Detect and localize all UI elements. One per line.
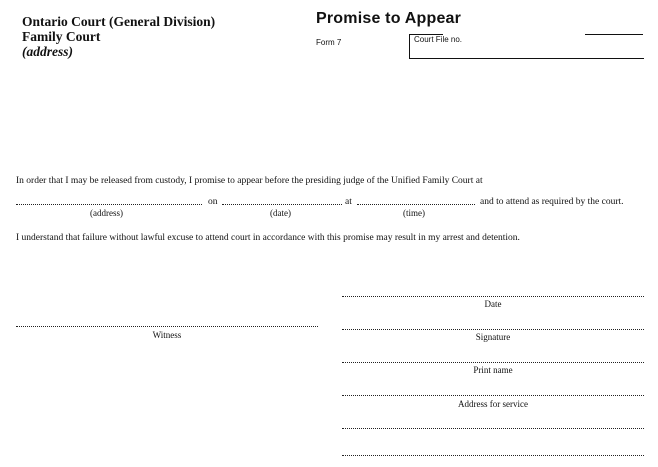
- word-at: at: [345, 197, 352, 207]
- court-division: Family Court: [22, 29, 101, 44]
- witness-signature-line[interactable]: [16, 326, 318, 327]
- form-number: Form 7: [316, 38, 342, 47]
- signature-line[interactable]: [342, 329, 644, 330]
- print-name-label: Print name: [473, 365, 513, 375]
- witness-label: Witness: [152, 330, 182, 340]
- court-name: Ontario Court (General Division): [22, 14, 216, 29]
- attend-as-required-text: and to attend as required by the court.: [480, 197, 624, 207]
- word-on: on: [208, 197, 218, 207]
- address-for-service-label: Address for service: [458, 399, 528, 409]
- address-fill-line[interactable]: [16, 204, 202, 205]
- address-for-service-line-2[interactable]: [342, 428, 644, 429]
- date-label: Date: [484, 299, 502, 309]
- court-address-label: (address): [22, 44, 73, 59]
- date-signature-line[interactable]: [342, 296, 644, 297]
- print-name-line[interactable]: [342, 362, 644, 363]
- date-fill-line[interactable]: [222, 204, 342, 205]
- address-caption: (address): [90, 208, 123, 218]
- date-caption: (date): [270, 208, 291, 218]
- signature-label: Signature: [475, 332, 511, 342]
- time-fill-line[interactable]: [357, 204, 475, 205]
- court-file-label: Court File no.: [414, 35, 463, 44]
- address-for-service-line-3[interactable]: [342, 455, 644, 456]
- page-title: Promise to Appear: [316, 10, 462, 27]
- time-caption: (time): [403, 208, 425, 218]
- understanding-text: I understand that failure without lawful excuse to attend court in accordance with this promise may result in my arrest and detention.: [16, 233, 520, 243]
- promise-intro-text: In order that I may be released from custody, I promise to appear before the presiding judge of the Unified Family Court at: [16, 176, 483, 186]
- address-for-service-line[interactable]: [342, 395, 644, 396]
